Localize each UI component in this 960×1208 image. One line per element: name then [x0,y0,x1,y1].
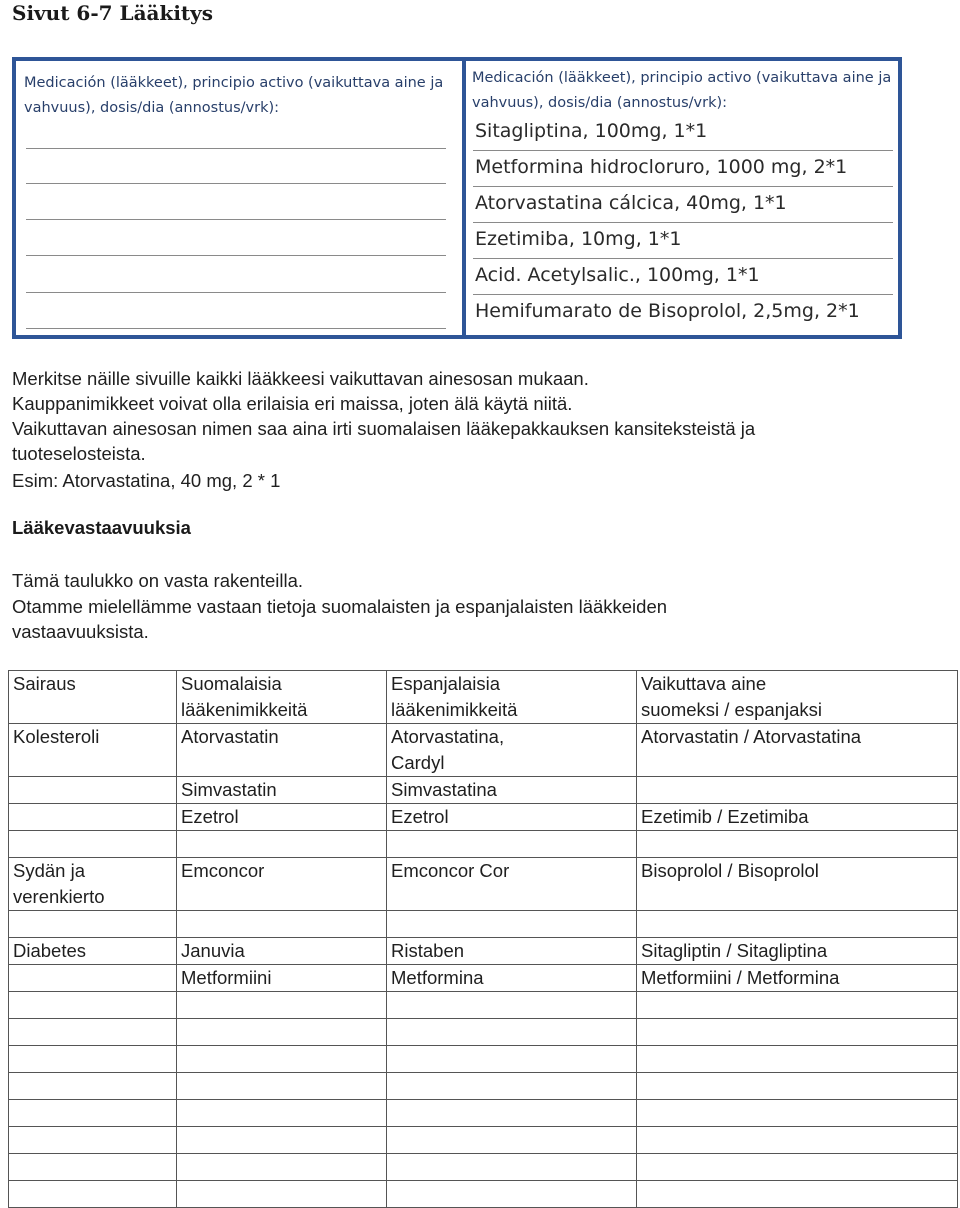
table-row [9,804,958,831]
table-cell: Metformiini [177,965,387,992]
section-note: Tämä taulukko on vasta rakenteilla. [12,570,304,591]
instruction-line: tuoteselosteista. [12,443,146,464]
header-text: Suomalaisia [181,673,282,694]
table-cell [177,1100,387,1127]
table-row [9,938,958,965]
table-cell [9,804,177,831]
table-cell [177,831,387,858]
blank-line [26,219,446,220]
table-cell [387,1073,637,1100]
table-row-empty [9,1046,958,1073]
blank-line [26,328,446,329]
table-cell: Simvastatin [177,777,387,804]
instruction-line: Kauppanimikkeet voivat olla erilaisia eri maissa, joten älä käytä niitä. [12,393,573,414]
table-cell [177,1181,387,1208]
blank-line [26,292,446,293]
table-cell: Emconcor [177,858,387,911]
table-cell [9,1127,177,1154]
table-row [9,965,958,992]
blank-line [26,148,446,149]
table-cell [637,1154,958,1181]
table-cell: Metformiini / Metformina [637,965,958,992]
table-row-empty [9,1154,958,1181]
table-cell: Emconcor Cor [387,858,637,911]
table-row [9,858,958,911]
table-cell [387,1019,637,1046]
table-cell [9,1019,177,1046]
table-cell [637,1127,958,1154]
table-cell: Sitagliptin / Sitagliptina [637,938,958,965]
table-cell [177,1019,387,1046]
table-cell: Metformina [387,965,637,992]
table-row-empty [9,1181,958,1208]
table-row-empty [9,1019,958,1046]
table-cell [387,1046,637,1073]
table-row-empty [9,911,958,938]
cell-text: Sydän ja [13,860,85,881]
table-cell: Ezetimib / Ezetimiba [637,804,958,831]
medication-entry [473,150,893,187]
table-cell [177,1154,387,1181]
medication-entry [473,258,893,295]
header-text: lääkenimikkeitä [181,699,308,720]
example-line: Esim: Atorvastatina, 40 mg, 2 * 1 [12,470,281,491]
table-cell [177,1073,387,1100]
table-cell [9,777,177,804]
medication-entry [473,186,893,223]
table-header-row [9,671,958,724]
medication-text: Atorvastatina cálcica, 40mg, 1*1 [475,192,787,214]
header-text: suomeksi / espanjaksi [641,699,822,720]
header-text: Espanjalaisia [391,673,501,694]
table-cell [637,1019,958,1046]
table-cell [387,992,637,1019]
table-cell [387,1127,637,1154]
table-row-empty [9,1073,958,1100]
header-cell [9,671,177,724]
table-row-empty [9,831,958,858]
header-text: lääkenimikkeitä [391,699,518,720]
medication-text: Sitagliptina, 100mg, 1*1 [475,120,708,142]
table-cell [9,992,177,1019]
medication-form-example [12,57,902,339]
table-row-empty [9,1127,958,1154]
instruction-line: Merkitse näille sivuille kaikki lääkkeesi vaikuttavan ainesosan mukaan. [12,368,589,389]
table-cell: Ristaben [387,938,637,965]
table-cell [9,1154,177,1181]
table-cell [9,1046,177,1073]
medication-text: Metformina hidrocloruro, 1000 mg, 2*1 [475,156,848,178]
instruction-line: Vaikuttavan ainesosan nimen saa aina irti suomalaisen lääkepakkauksen kansiteksteistä ja [12,418,756,439]
table-cell: Simvastatina [387,777,637,804]
table-cell [637,911,958,938]
table-cell [637,1046,958,1073]
table-cell [9,1181,177,1208]
medication-entry [473,114,893,151]
table-cell [9,911,177,938]
medication-text: Ezetimiba, 10mg, 1*1 [475,228,682,250]
table-cell: Bisoprolol / Bisoprolol [637,858,958,911]
table-cell [637,992,958,1019]
table-cell [387,724,637,777]
header-cell [637,671,958,724]
table-row-empty [9,992,958,1019]
cell-text: verenkierto [13,886,105,907]
table-row [9,777,958,804]
cell-text: Cardyl [391,752,445,773]
empty-form-column [24,71,448,121]
medication-text: Acid. Acetylsalic., 100mg, 1*1 [475,264,760,286]
table-row-empty [9,1100,958,1127]
blank-line [26,255,446,256]
table-cell [9,831,177,858]
table-cell [177,1046,387,1073]
medication-entry [473,294,893,330]
header-cell [177,671,387,724]
table-cell [637,1181,958,1208]
table-cell [387,911,637,938]
table-cell [9,1100,177,1127]
section-title: Lääkevastaavuuksia [12,517,191,538]
medication-text: Hemifumarato de Bisoprolol, 2,5mg, 2*1 [475,300,860,322]
table-cell [637,831,958,858]
table-cell [387,1181,637,1208]
table-cell [637,1073,958,1100]
header-cell [387,671,637,724]
table-cell [387,1100,637,1127]
table-cell: Diabetes [9,938,177,965]
cell-text: Atorvastatina, [391,726,505,747]
section-note: vastaavuuksista. [12,621,149,642]
table-cell [387,831,637,858]
filled-form-column [472,66,892,116]
section-note: Otamme mielellämme vastaan tietoja suomalaisten ja espanjalaisten lääkkeiden [12,596,668,617]
form-label-empty: Medicación (lääkkeet), principio activo (vaikuttava aine ja vahvuus), dosis/dia (annostus/vrk): [24,75,444,116]
table-cell [177,992,387,1019]
blank-line [26,183,446,184]
table-cell: Ezetrol [177,804,387,831]
table-cell [177,911,387,938]
table-cell [387,1154,637,1181]
drug-equivalence-table [8,670,958,1208]
table-cell: Atorvastatin / Atorvastatina [637,724,958,777]
table-cell [637,1100,958,1127]
table-cell [9,1073,177,1100]
table-cell: Ezetrol [387,804,637,831]
table-cell [177,1127,387,1154]
table-cell [637,777,958,804]
form-divider [462,57,466,339]
form-label-filled: Medicación (lääkkeet), principio activo (vaikuttava aine ja vahvuus), dosis/dia (annostus/vrk): [472,70,892,111]
medication-entry [473,222,893,259]
table-cell [9,965,177,992]
table-cell [9,858,177,911]
table-cell: Januvia [177,938,387,965]
header-text: Sairaus [13,673,76,694]
table-cell: Atorvastatin [177,724,387,777]
page-title: Sivut 6-7 Lääkitys [12,1,214,25]
header-text: Vaikuttava aine [641,673,767,694]
table-row [9,724,958,777]
table-cell: Kolesteroli [9,724,177,777]
